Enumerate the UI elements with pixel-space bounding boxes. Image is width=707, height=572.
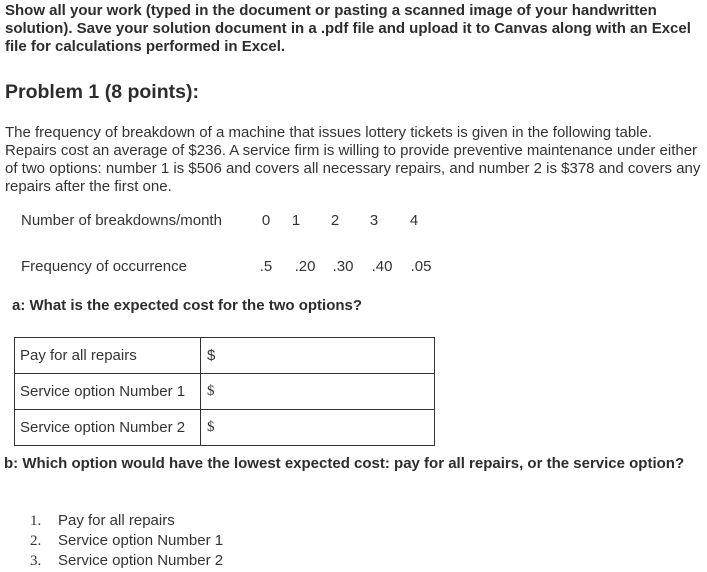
breakdowns-value: 1 (291, 212, 301, 229)
breakdowns-value: 2 (330, 212, 340, 229)
table-row (15, 338, 435, 374)
option-number: 2. (30, 533, 42, 549)
question-b-text: b: Which option would have the lowest expected cost: pay for all repairs, or the service option? (4, 455, 685, 472)
option-label: Service option Number 2 (58, 552, 224, 569)
options-list (30, 511, 223, 571)
breakdowns-value: 4 (409, 212, 419, 229)
instructions-text: Show all your work (typed in the document or pasting a scanned image of your handwritten solution). Save your solution document in a .pdf file and upload it to Canvas along with an Excel file for calculations performed in Excel. (5, 2, 691, 55)
breakdowns-label: Number of breakdowns/month (21, 212, 222, 229)
problem-title: Problem 1 (8 points): (5, 81, 199, 103)
answer-field[interactable]: $ (201, 374, 435, 410)
frequency-value: .05 (410, 258, 432, 275)
frequency-label: Frequency of occurrence (21, 258, 187, 275)
option-label: Pay for all repairs (58, 512, 175, 529)
row-label: Service option Number 2 (15, 410, 201, 446)
frequency-value: .40 (371, 258, 393, 275)
breakdowns-value: 0 (261, 212, 271, 229)
answer-table (14, 337, 435, 446)
breakdowns-value: 3 (369, 212, 379, 229)
problem-description: The frequency of breakdown of a machine that issues lottery tickets is given in the following table. Repairs cost an average of $236. A service firm is willing to provide preventive maintenance under either of two options: number 1 is $506 and covers all necessary repairs, and number 2 is $378 and covers any repairs after the first one. (5, 124, 701, 195)
list-item (30, 531, 223, 551)
question-a: a: What is the expected cost for the two options? (12, 297, 363, 314)
row-label: Service option Number 1 (15, 374, 201, 410)
list-item (30, 551, 223, 571)
table-row (15, 410, 435, 446)
list-item (30, 511, 223, 531)
question-b (4, 455, 704, 473)
table-row (15, 374, 435, 410)
option-number: 1. (30, 513, 42, 529)
answer-field[interactable]: $ (201, 338, 435, 374)
option-label: Service option Number 1 (58, 532, 224, 549)
answer-field[interactable]: $ (201, 410, 435, 446)
frequency-value: .20 (294, 258, 316, 275)
frequency-value: .30 (332, 258, 354, 275)
option-number: 3. (30, 553, 42, 569)
row-label: Pay for all repairs (15, 338, 201, 374)
frequency-value: .5 (259, 258, 273, 275)
